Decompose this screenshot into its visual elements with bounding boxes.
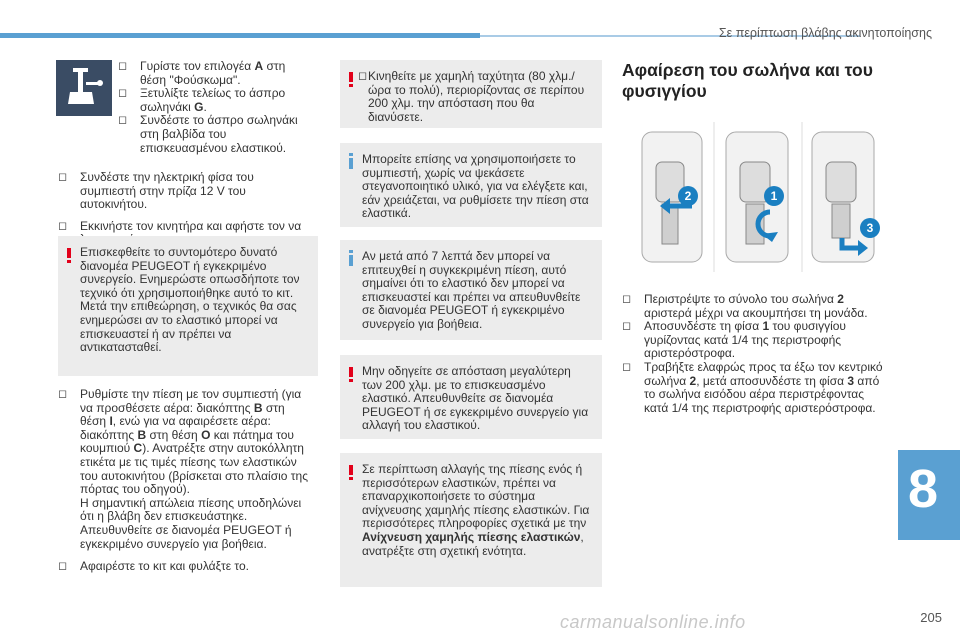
list-item: ◻ Ρυθμίστε την πίεση με τον συμπιεστή (για να προσθέσετε αέρα: διακόπτης B στη θέση I, ενώ για να αφαιρέσετε αέρα: διακόπτης B στη θέση O και πάτημα του κουμπιού C). Ανατρέξτε στην αυτοκόλλητη ετικέτα με τις τιμές πίεσης των ελαστικών του αυτοκινήτου (βρίσκεται στο πλαίσιο της πόρτας του οδηγού). Η σημαντική απώλεια πίεσης υποδηλώνει ότι η βλάβη δεν επισκευάστηκε. Απευθυνθείτε σε διανομέα PEUGEOT ή εγκεκριμένο συνεργείο για βοήθεια.	[58, 387, 308, 551]
chapter-number: 8	[907, 459, 939, 519]
warning-note: Σε περίπτωση αλλαγής της πίεσης ενός ή περισσότερων ελαστικών, πρέπει να επαναρχικοποιήσετε το σύστημα ανίχνευσης χαμηλής πίεσης ελαστικών. Για περισσότερες πληροφορίες σχετικά με την Ανίχνευση χαμηλής πίεσης ελαστικών, ανατρέξτε στη σχετική ενότητα.	[340, 453, 602, 587]
info-note	[340, 143, 602, 227]
page-number: 205	[920, 610, 942, 625]
diagram-label-3: 3	[860, 218, 880, 238]
list-item: ◻ Ξετυλίξτε τελείως το άσπρο σωληνάκι G.	[118, 86, 286, 114]
list-item: ◻ Αφαιρέστε το κιτ και φυλάξτε το.	[58, 559, 249, 574]
warning-note	[58, 236, 318, 376]
warning-icon	[349, 367, 353, 381]
removal-steps-list	[622, 293, 884, 415]
steps-list-top	[118, 60, 308, 155]
note-text: Αν μετά από 7 λεπτά δεν μπορεί να επιτευχθεί η συγκεκριμένη πίεση, αυτό σημαίνει ότι το ελαστικό δεν μπορεί να επισκευαστεί και πρέπει να απευθυνθείτε σε διανομέα PEUGEOT ή εγκεκριμένο συνεργείο για βοήθεια.	[362, 249, 581, 331]
list-item: ◻ Συνδέστε το άσπρο σωληνάκι στη βαλβίδα του επισκευασμένου ελαστικού.	[118, 113, 298, 155]
diagram-label-2: 2	[678, 186, 698, 206]
list-item: ◻ Γυρίστε τον επιλογέα A στη θέση "Φούσκωμα".	[118, 59, 286, 87]
list-item: ◻ Αποσυνδέστε τη φίσα 1 του φυσιγγίου γυρίζοντας κατά 1/4 της περιστροφής αριστερόστροφα.	[622, 319, 846, 361]
hose-removal-diagram	[622, 122, 890, 272]
list-item: ◻ Εκκινήστε τον κινητήρα και αφήστε τον να	[58, 218, 302, 233]
section-heading: Αφαίρεση του σωλήνα και του φυσιγγίου	[622, 60, 873, 101]
note-text: Κινηθείτε με χαμηλή ταχύτητα (80 χλμ./ώρα το πολύ), περιορίζοντας σε περίπου 200 χλμ. την απόσταση που θα διανύσετε.	[368, 69, 585, 124]
note-text: Μπορείτε επίσης να χρησιμοποιήσετε το συμπιεστή, χωρίς να ψεκάσετε στεγανοποιητικό υλικό, για να ελέγξετε και, εάν χρειάζεται, να ρυθμίσετε την πίεση στα ελαστικά.	[362, 152, 589, 221]
chapter-title: Σε περίπτωση βλάβης ακινητοποίησης	[718, 26, 932, 40]
note-text: Επισκεφθείτε το συντομότερο δυνατό διανομέα PEUGEOT ή εγκεκριμένο συνεργείο. Ενημερώστε οπωσδήποτε τον τεχνικό ότι χρησιμοποιήθηκε αυτό το κιτ. Μετά την επιθεώρηση, ο τεχνικός θα σας ενημερώσει αν το ελαστικό μπορεί να επισκευαστεί ή αν πρέπει να αντικατασταθεί.	[80, 245, 300, 355]
warning-icon	[349, 465, 353, 479]
tyre-repair-kit-icon	[56, 60, 112, 116]
info-icon	[349, 250, 353, 266]
note-text: Μην οδηγείτε σε απόσταση μεγαλύτερη των 200 χλμ. με το επισκευασμένο ελαστικό. Απευθυνθείτε σε διανομέα PEUGEOT ή σε εγκεκριμένο συνεργείο για αλλαγή του ελαστικού.	[362, 364, 589, 433]
list-item: ◻ Περιστρέψτε το σύνολο του σωλήνα 2 αριστερά μέχρι να ακουμπήσει τη μονάδα.	[622, 292, 868, 320]
info-icon	[349, 153, 353, 169]
header-bar	[0, 33, 480, 38]
warning-note: ◻ Κινηθείτε με χαμηλή ταχύτητα (80 χλμ./ώρα το πολύ), περιορίζοντας σε περίπου 200 χλμ. την απόσταση που θα διανύσετε.	[340, 60, 602, 128]
list-item: ◻ Τραβήξτε ελαφρώς προς τα έξω τον κεντρικό σωλήνα 2, μετά αποσυνδέστε τη φίσα 3 από το σωλήνα εισόδου αέρα περιστρέφοντας κατά 1/4 της περιστροφής αριστερόστροφα.	[622, 359, 883, 415]
warning-icon	[349, 72, 353, 86]
warning-note	[340, 355, 602, 439]
info-note	[340, 240, 602, 340]
warning-icon	[67, 248, 71, 262]
watermark: carmanualsonline.info	[560, 612, 746, 632]
diagram-label-1: 1	[764, 186, 784, 206]
steps-list-bottom	[58, 388, 313, 574]
list-item: ◻ Συνδέστε την ηλεκτρική φίσα του συμπιεστή στην πρίζα 12 V του αυτοκινήτου.	[58, 170, 254, 212]
